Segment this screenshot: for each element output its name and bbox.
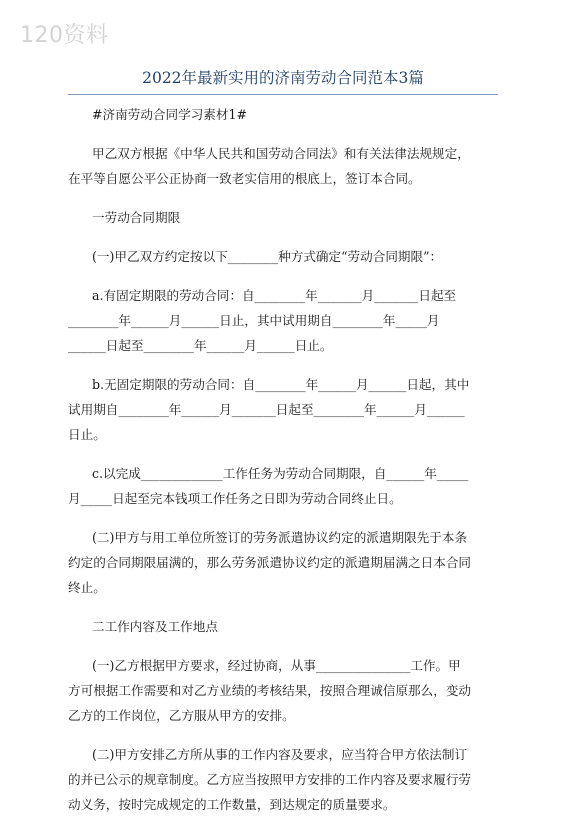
paragraph-gap [68, 269, 498, 283]
paragraph-gap [68, 600, 498, 614]
paragraph-gap [68, 358, 498, 372]
paragraph-gap [68, 511, 498, 525]
paragraph-gap [68, 191, 498, 205]
paragraph-line: 约定的合同期限届满的，那么劳务派遣协议约定的派遣期届满之日本合同 [68, 555, 471, 570]
paragraph-line: 二工作内容及工作地点 [92, 619, 218, 634]
paragraph-line: (一)乙方根据甲方要求，经过协商，从事_______________工作。甲 [92, 658, 461, 673]
paragraph-gap [68, 230, 498, 244]
paragraph-line: 试用期自________年______月_______日起至________年______月______ [68, 402, 465, 417]
paragraph-line: 动义务，按时完成规定的工作数量，到达规定的质量要求。 [68, 797, 396, 812]
paragraph-line: 的并已公示的规章制度。乙方应当按照甲方安排的工作内容及要求履行劳 [68, 772, 471, 787]
paragraph-line: (一)甲乙双方约定按以下________种方式确定“劳动合同期限”： [92, 249, 443, 264]
document-title: 2022年最新实用的济南劳动合同范本3篇 [68, 66, 498, 95]
watermark: 120资料 [20, 23, 109, 48]
paragraph-line: a.有固定期限的劳动合同：自________年_______月_______日起至 [92, 288, 457, 303]
paragraph-line: 日止。 [68, 427, 106, 442]
paragraph-line: 甲乙双方根据《中华人民共和国劳动合同法》和有关法律法规规定， [92, 146, 470, 161]
paragraph-line: 月_____日起至完本钱项工作任务之日即为劳动合同终止日。 [68, 491, 402, 506]
paragraph-gap [68, 639, 498, 653]
paragraph-line: ______日起至________年______月______日止。 [68, 338, 333, 353]
paragraph-line: 乙方的工作岗位，乙方服从甲方的安排。 [68, 708, 295, 723]
paragraph-line: 方可根据工作需要和对乙方业绩的考核结果，按照合理诚信原那么，变动 [68, 683, 471, 698]
paragraph-line: 终止。 [68, 580, 106, 595]
paragraph-line: c.以完成_____________工作任务为劳动合同期限，自______年_____ [92, 466, 469, 481]
paragraph-line: (二)甲方安排乙方所从事的工作内容及要求，应当符合甲方依法制订 [92, 747, 468, 762]
paragraph-line: #济南劳动合同学习素材1# [92, 107, 248, 122]
paragraph-gap [68, 127, 498, 141]
paragraph-line: (二)甲方与用工单位所签订的劳务派遣协议约定的派遣期限先于本条 [92, 530, 468, 545]
paragraph-line: ________年______月______日止，其中试用期自________年_____月 [68, 313, 440, 328]
paragraph-gap [68, 728, 498, 742]
paragraph-line: 在平等自愿公平公正协商一致老实信用的根底上，签订本合同。 [68, 171, 421, 186]
paragraph-line: b.无固定期限的劳动合同：自________年______月______日起，其中 [92, 377, 470, 392]
document-body [68, 102, 498, 817]
paragraph-line: 一劳动合同期限 [92, 210, 181, 225]
paragraph-gap [68, 447, 498, 461]
